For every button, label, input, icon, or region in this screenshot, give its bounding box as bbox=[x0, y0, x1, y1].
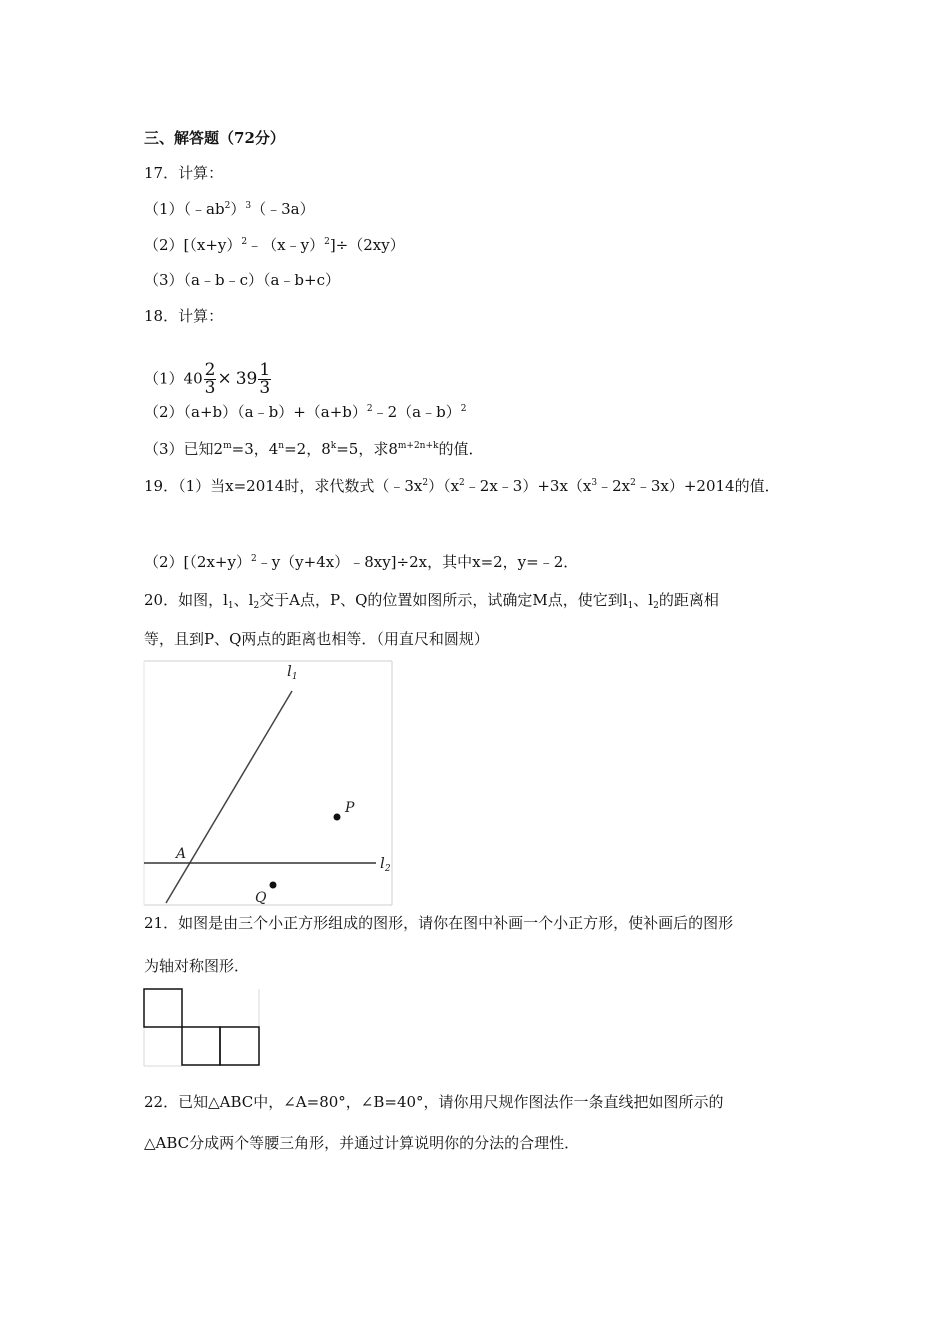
q21-line2: 为轴对称图形． bbox=[144, 957, 250, 975]
point-q bbox=[270, 882, 277, 889]
fraction: $\frac{1}{3}$ bbox=[259, 360, 271, 398]
q20-line2: 等，且到P、Q两点的距离也相等．（用直尺和圆规） bbox=[144, 630, 489, 648]
q18-title: 18．计算： bbox=[144, 307, 224, 325]
square-1 bbox=[144, 989, 182, 1027]
a-label: A bbox=[176, 846, 187, 862]
q17-part1: $(1)(﹣ab^2)^3(﹣3a)$ bbox=[144, 200, 315, 218]
q19-part2: $(2)[(2x+y)^2﹣y(y+4x)﹣8xy]\div 2x$，其中x=2，y=﹣2． bbox=[144, 553, 579, 571]
q21-line1: 21．如图是由三个小正方形组成的图形，请你在图中补画一个小正方形，使补画后的图形 bbox=[144, 914, 734, 932]
q17-part2: $(2)[(x+y)^2﹣(x﹣y)^2]\div(2xy)$ bbox=[144, 236, 405, 254]
square-3 bbox=[220, 1027, 259, 1065]
q20-line1: 20．如图，$l_1$、$l_2$交于A点，P、Q的位置如图所示，试确定M点，使它到$l_1$、$l_2$的距离相 bbox=[144, 591, 719, 611]
l2-label: $l_2$ bbox=[380, 854, 391, 874]
q18-part1: （1）40 $\frac{2}{3}$ × 39 $\frac{1}{3}$ bbox=[144, 360, 271, 398]
q17-part3: （3）（a﹣b﹣c）（a﹣b+c） bbox=[144, 271, 341, 289]
q17-title: 17．计算： bbox=[144, 164, 224, 182]
q18-part2: $(2)(a+b)(a﹣b)+(a+b)^2﹣2(a﹣b)^2$ bbox=[144, 403, 467, 421]
section-header: 三、解答题（72分） bbox=[144, 129, 285, 147]
q18-part3: （3）已知$2^m=3$，$4^n=2$，$8^k=5$，求$8^{m+2n+k}$的值． bbox=[144, 440, 484, 458]
q19-part1: 19．（1）当x=2014时，求代数式$(﹣3x^2)(x^2﹣2x﹣3)+3x(x^3﹣2x^2﹣3x)+2014$的值． bbox=[144, 477, 780, 495]
q22-line2: △ABC分成两个等腰三角形，并通过计算说明你的分法的合理性． bbox=[144, 1134, 580, 1152]
line-l1 bbox=[166, 691, 292, 903]
p-label: P bbox=[345, 800, 355, 816]
q22-line1: 22．已知△ABC中，∠A=80°，∠B=40°，请你用尺规作图法作一条直线把如图所示的 bbox=[144, 1093, 724, 1111]
q21-figure bbox=[144, 989, 259, 1066]
q-label: Q bbox=[255, 890, 267, 906]
fraction: $\frac{2}{3}$ bbox=[204, 360, 216, 398]
l1-label: $l_1$ bbox=[287, 662, 298, 682]
square-2 bbox=[182, 1027, 220, 1065]
point-p bbox=[334, 814, 341, 821]
